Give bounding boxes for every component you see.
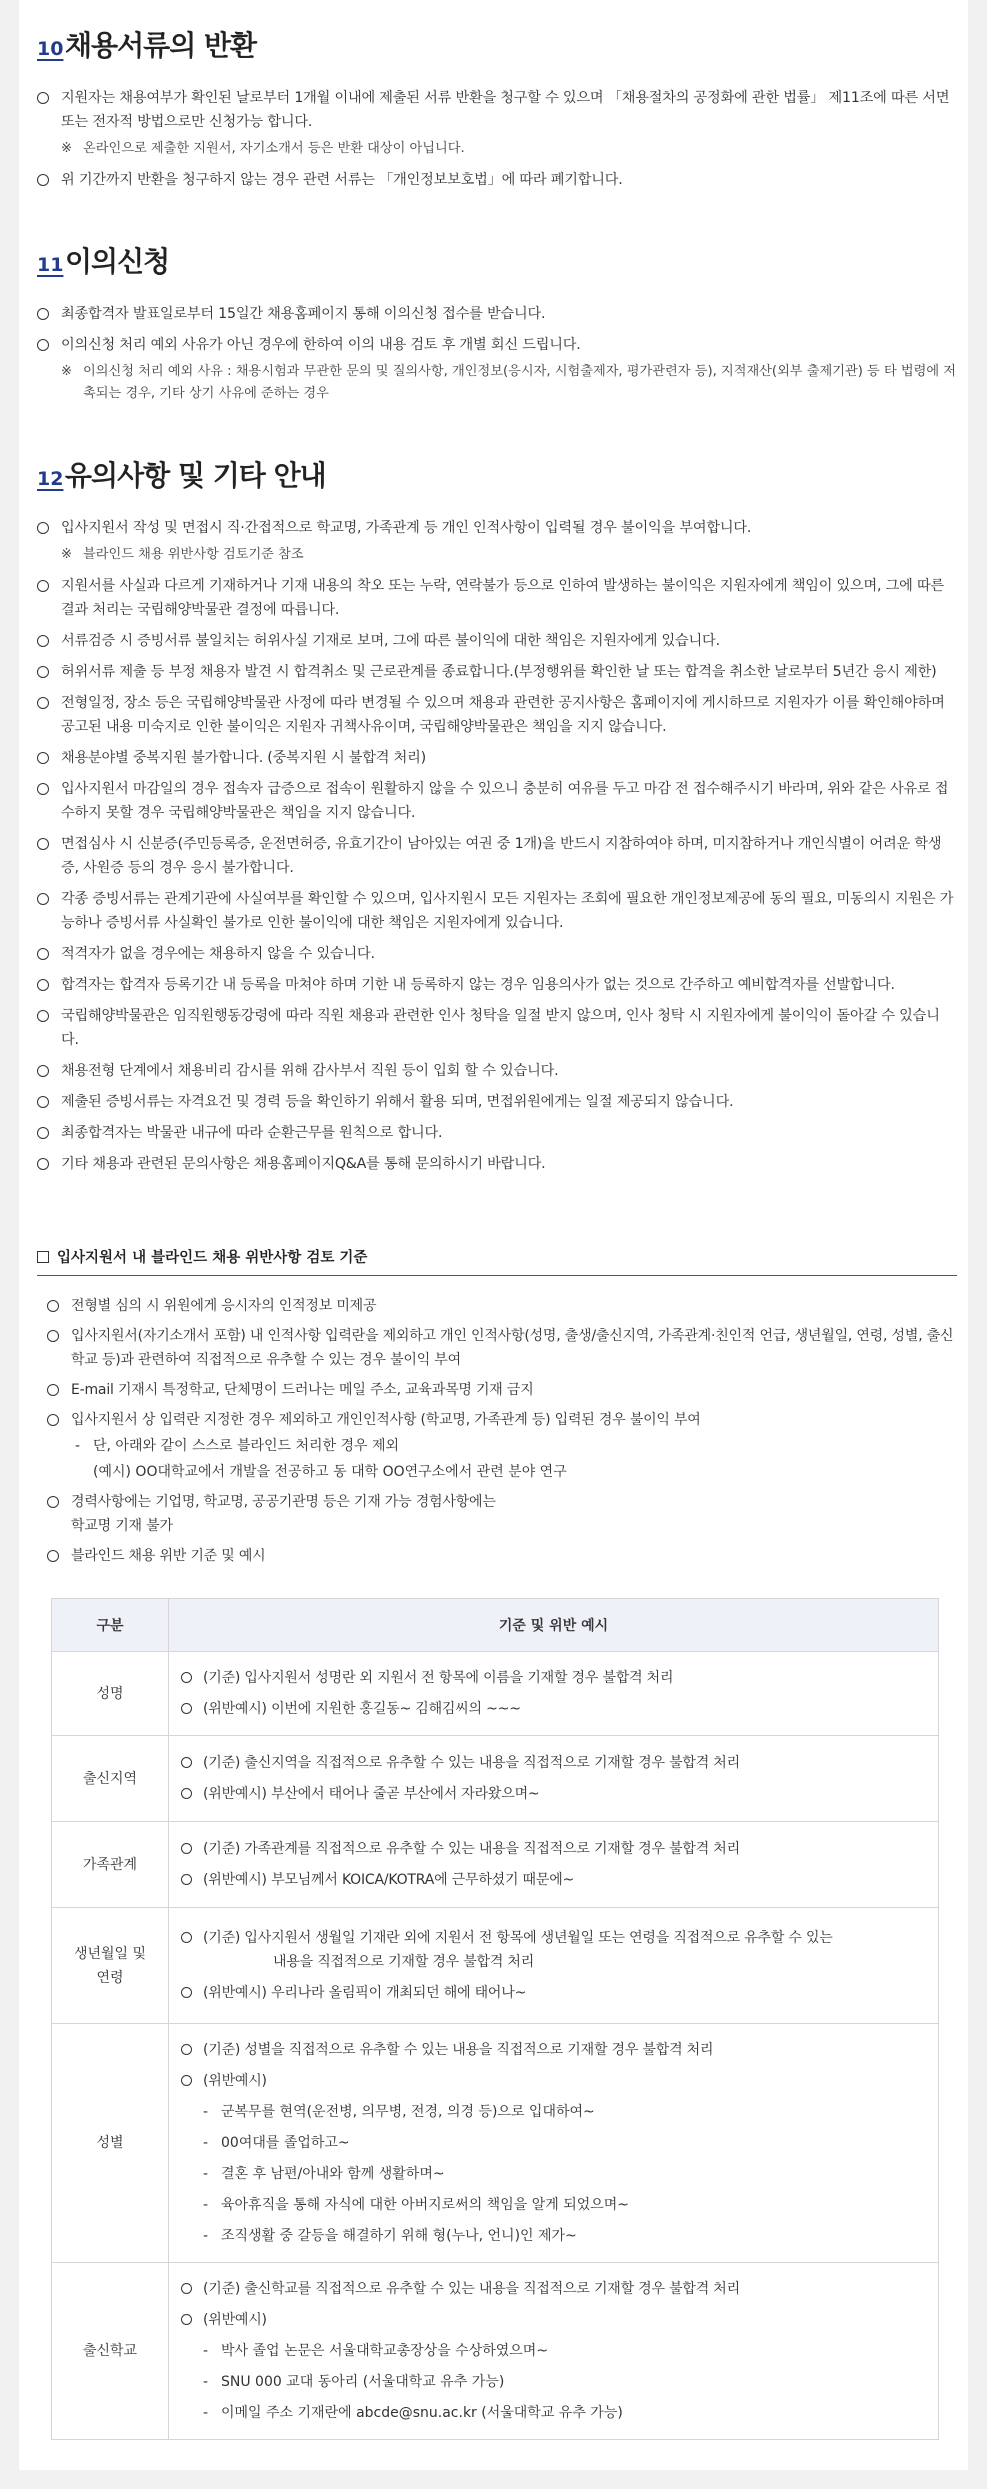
list-item: 허위서류 제출 등 부정 채용자 발견 시 합격취소 및 근로관계를 종료합니다.(부정행위를 확인한 날 또는 합격을 취소한 날로부터 5년간 응시 제한): [37, 660, 957, 684]
circle-bullet-icon: [37, 1010, 49, 1022]
circle-bullet-icon: [37, 1158, 49, 1170]
sub-item: (예시) OO대학교에서 개발을 전공하고 동 대학 OO연구소에서 관련 분야 연구: [93, 1464, 567, 1480]
list-item: 합격자는 합격자 등록기간 내 등록을 마쳐야 하며 기한 내 등록하지 않는 경우 임용의사가 없는 것으로 간주하고 예비합격자를 선발합니다.: [37, 973, 957, 997]
table-row: [52, 2263, 939, 2440]
circle-bullet-icon: [181, 1672, 192, 1683]
list-item: 서류검증 시 증빙서류 불일치는 허위사실 기재로 보며, 그에 따른 불이익에 대한 책임은 지원자에게 있습니다.: [37, 629, 957, 653]
note: ※ 온라인으로 제출한 지원서, 자기소개서 등은 반환 대상이 아닙니다.: [61, 141, 465, 156]
list-item: 전형별 심의 시 위원에게 응시자의 인적정보 미제공: [47, 1294, 957, 1318]
criteria-cell: (기준) 가족관계를 직접적으로 유추할 수 있는 내용을 직접적으로 기재할 경우 불합격 처리 (위반예시) 부모님께서 KOICA/KOTRA에 근무하셨기 때문에~: [169, 1822, 939, 1908]
blind-criteria-table: [51, 1598, 939, 2440]
section-objection: [37, 240, 957, 413]
circle-bullet-icon: [37, 948, 49, 960]
category-cell: 출신지역: [52, 1736, 169, 1822]
circle-bullet-icon: [181, 1987, 192, 1998]
circle-bullet-icon: [181, 2044, 192, 2055]
circle-bullet-icon: [37, 752, 49, 764]
list-item: 각종 증빙서류는 관계기관에 사실여부를 확인할 수 있으며, 입사지원시 모든 지원자는 조회에 필요한 개인정보제공에 동의 필요, 미동의시 지원은 가능하나 증빙서류 사실확인 불가로 인한 불이익에 대한 책임은 지원자에게 있습니다.: [37, 887, 957, 935]
category-cell: 성별: [52, 2024, 169, 2263]
circle-bullet-icon: [47, 1384, 59, 1396]
table-row: [52, 2024, 939, 2263]
circle-bullet-icon: [47, 1330, 59, 1342]
list-item: 입사지원서 마감일의 경우 접속자 급증으로 접속이 원활하지 않을 수 있으니 충분히 여유를 두고 마감 전 접수해주시기 바라며, 위와 같은 사유로 접수하지 못할 경우 국립해양박물관은 책임을 지지 않습니다.: [37, 777, 957, 825]
square-bullet-icon: [37, 1251, 49, 1263]
list-item: 채용분야별 중복지원 불가합니다. (중복지원 시 불합격 처리): [37, 746, 957, 770]
example-line: - 육아휴직을 통해 자식에 대한 아버지로써의 책임을 알게 되었으며~: [203, 2197, 630, 2213]
circle-bullet-icon: [47, 1550, 59, 1562]
sub-item: - 단, 아래와 같이 스스로 블라인드 처리한 경우 제외: [75, 1438, 400, 1454]
circle-bullet-icon: [181, 1932, 192, 1943]
circle-bullet-icon: [37, 174, 49, 186]
criteria-cell: (기준) 입사지원서 생월일 기재란 외에 지원서 전 항목에 생년월일 또는 연령을 직접적으로 유추할 수 있는 내용을 직접적으로 기재할 경우 불합격 처리 (위반예시) 우리나라 올림픽이 개최되던 해에 태어나~: [169, 1908, 939, 2024]
list-item: 전형일정, 장소 등은 국립해양박물관 사정에 따라 변경될 수 있으며 채용과 관련한 공지사항은 홈페이지에 게시하므로 지원자가 이를 확인해야하며 공고된 내용 미숙지로 인한 불이익은 지원자 귀책사유이며, 국립해양박물관은 책임을 지지 않습니다.: [37, 691, 957, 739]
circle-bullet-icon: [37, 838, 49, 850]
example-line: - 결혼 후 남편/아내와 함께 생활하며~: [203, 2166, 445, 2182]
list-item: 지원서를 사실과 다르게 기재하거나 기재 내용의 착오 또는 누락, 연락불가 등으로 인하여 발생하는 불이익은 지원자에게 책임이 있으며, 그에 따른 결과 처리는 국립해양박물관 결정에 따릅니다.: [37, 574, 957, 622]
table-header-row: [52, 1599, 939, 1652]
example-line: - SNU 000 교대 동아리 (서울대학교 유추 가능): [203, 2374, 505, 2390]
circle-bullet-icon: [37, 339, 49, 351]
circle-bullet-icon: [181, 1843, 192, 1854]
list-item: 제출된 증빙서류는 자격요건 및 경력 등을 확인하기 위해서 활용 되며, 면접위원에게는 일절 제공되지 않습니다.: [37, 1090, 957, 1114]
list-item: 지원자는 채용여부가 확인된 날로부터 1개월 이내에 제출된 서류 반환을 청구할 수 있으며 「채용절차의 공정화에 관한 법률」 제11조에 따른 서면 또는 전자적 방법으로만 신청가능 합니다.: [37, 86, 957, 134]
example-line: - 이메일 주소 기재란에 abcde@snu.ac.kr (서울대학교 유추 가능): [203, 2405, 623, 2421]
list-item: 면접심사 시 신분증(주민등록증, 운전면허증, 유효기간이 남아있는 여권 중 1개)을 반드시 지참하여야 하며, 미지참하거나 개인식별이 어려운 학생증, 사원증 등의 경우 응시 불가합니다.: [37, 832, 957, 880]
criteria-cell: (기준) 입사지원서 성명란 외 지원서 전 항목에 이름을 기재할 경우 불합격 처리 (위반예시) 이번에 지원한 홍길동~ 김해김씨의 ~~~: [169, 1652, 939, 1736]
circle-bullet-icon: [37, 635, 49, 647]
notice-page: [19, 0, 968, 2470]
circle-bullet-icon: [37, 893, 49, 905]
category-cell: 성명: [52, 1652, 169, 1736]
criteria-cell: (기준) 출신학교를 직접적으로 유추할 수 있는 내용을 직접적으로 기재할 경우 불합격 처리 (위반예시) - 박사 졸업 논문은 서울대학교총장상을 수상하였으며~ - SNU 000 교대 동아리 (서울대학교 유추 가능) - 이메일 주소 기재란에 abcde@snu.ac.kr (서울대학교 유추 가능): [169, 2263, 939, 2440]
list-item: 위 기간까지 반환을 청구하지 않는 경우 관련 서류는 「개인정보보호법」에 따라 폐기합니다.: [37, 168, 957, 192]
circle-bullet-icon: [37, 783, 49, 795]
list-item: 최종합격자 발표일로부터 15일간 채용홈페이지 통해 이의신청 접수를 받습니다.: [37, 302, 957, 326]
table-row: [52, 1908, 939, 2024]
section-heading: [37, 240, 957, 280]
blind-criteria-heading: 입사지원서 내 블라인드 채용 위반사항 검토 기준: [37, 1246, 957, 1276]
circle-bullet-icon: [37, 580, 49, 592]
column-header-category: 구분: [52, 1599, 169, 1652]
category-cell: 생년월일 및 연령: [52, 1908, 169, 2024]
section-notes: [37, 454, 957, 1183]
circle-bullet-icon: [181, 1874, 192, 1885]
section-heading: [37, 24, 957, 64]
section-title: 유의사항 및 기타 안내: [65, 459, 326, 492]
circle-bullet-icon: [181, 2075, 192, 2086]
note: ※ 블라인드 채용 위반사항 검토기준 참조: [61, 547, 304, 562]
example-line: - 조직생활 중 갈등을 해결하기 위해 형(누나, 언니)인 제가~: [203, 2228, 577, 2244]
example-line: - 군복무를 현역(운전병, 의무병, 전경, 의경 등)으로 입대하여~: [203, 2104, 595, 2120]
table-row: [52, 1736, 939, 1822]
list-item: E-mail 기재시 특정학교, 단체명이 드러나는 메일 주소, 교육과목명 기재 금지: [47, 1378, 957, 1402]
blind-criteria-section: [37, 1246, 957, 1574]
circle-bullet-icon: [181, 1703, 192, 1714]
table-row: [52, 1652, 939, 1736]
section-return-docs: [37, 24, 957, 199]
section-number: 12: [37, 468, 64, 490]
section-number: 10: [37, 38, 64, 60]
circle-bullet-icon: [181, 2314, 192, 2325]
list-item: 최종합격자는 박물관 내규에 따라 순환근무를 원칙으로 합니다.: [37, 1121, 957, 1145]
section-title: 이의신청: [65, 245, 170, 278]
list-item: 입사지원서(자기소개서 포함) 내 인적사항 입력란을 제외하고 개인 인적사항(성명, 출생/출신지역, 가족관계·친인적 언급, 생년월일, 연령, 성별, 출신학교 등)과 관련하여 직접적으로 유추할 수 있는 경우 불이익 부여: [47, 1324, 957, 1372]
circle-bullet-icon: [37, 666, 49, 678]
list-item: 입사지원서 상 입력란 지정한 경우 제외하고 개인인적사항 (학교명, 가족관계 등) 입력된 경우 불이익 부여: [47, 1408, 957, 1432]
list-item: 적격자가 없을 경우에는 채용하지 않을 수 있습니다.: [37, 942, 957, 966]
circle-bullet-icon: [37, 522, 49, 534]
circle-bullet-icon: [37, 1065, 49, 1077]
list-item: 입사지원서 작성 및 면접시 직·간접적으로 학교명, 가족관계 등 개인 인적사항이 입력될 경우 불이익을 부여합니다.: [37, 516, 957, 540]
table-row: [52, 1822, 939, 1908]
example-line: - 00여대를 졸업하고~: [203, 2135, 350, 2151]
section-number: 11: [37, 254, 64, 276]
circle-bullet-icon: [37, 1127, 49, 1139]
list-item: 경력사항에는 기업명, 학교명, 공공기관명 등은 기재 가능 경험사항에는 학교명 기재 불가: [47, 1490, 511, 1538]
list-item: 기타 채용과 관련된 문의사항은 채용홈페이지Q&A를 통해 문의하시기 바랍니다.: [37, 1152, 957, 1176]
section-title: 채용서류의 반환: [65, 29, 257, 62]
circle-bullet-icon: [37, 308, 49, 320]
circle-bullet-icon: [181, 1757, 192, 1768]
section-heading: [37, 454, 957, 494]
list-item: 국립해양박물관은 임직원행동강령에 따라 직원 채용과 관련한 인사 청탁을 일절 받지 않으며, 인사 청탁 시 지원자에게 불이익이 돌아갈 수 있습니다.: [37, 1004, 957, 1052]
circle-bullet-icon: [181, 1788, 192, 1799]
circle-bullet-icon: [37, 1096, 49, 1108]
circle-bullet-icon: [181, 2283, 192, 2294]
list-item: 블라인드 채용 위반 기준 및 예시: [47, 1544, 957, 1568]
circle-bullet-icon: [37, 92, 49, 104]
criteria-cell: (기준) 성별을 직접적으로 유추할 수 있는 내용을 직접적으로 기재할 경우 불합격 처리 (위반예시) - 군복무를 현역(운전병, 의무병, 전경, 의경 등)으로 입대하여~ - 00여대를 졸업하고~ - 결혼 후 남편/아내와 함께 생활하며~ - 육아휴직을 통해 자식에 대한 아버지로써의 책임을 알게 되었으며~ - 조직생활 중 갈등을 해결하기 위해 형(누나, 언니)인 제가~: [169, 2024, 939, 2263]
circle-bullet-icon: [37, 697, 49, 709]
category-cell: 출신학교: [52, 2263, 169, 2440]
circle-bullet-icon: [47, 1414, 59, 1426]
circle-bullet-icon: [47, 1300, 59, 1312]
list-item: 채용전형 단계에서 채용비리 감시를 위해 감사부서 직원 등이 입회 할 수 있습니다.: [37, 1059, 957, 1083]
category-cell: 가족관계: [52, 1822, 169, 1908]
circle-bullet-icon: [37, 979, 49, 991]
list-item: 이의신청 처리 예외 사유가 아닌 경우에 한하여 이의 내용 검토 후 개별 회신 드립니다.: [37, 333, 957, 357]
circle-bullet-icon: [47, 1496, 59, 1508]
example-line: - 박사 졸업 논문은 서울대학교총장상을 수상하였으며~: [203, 2343, 549, 2359]
criteria-cell: (기준) 출신지역을 직접적으로 유추할 수 있는 내용을 직접적으로 기재할 경우 불합격 처리 (위반예시) 부산에서 태어나 줄곧 부산에서 자라왔으며~: [169, 1736, 939, 1822]
column-header-criteria: 기준 및 위반 예시: [169, 1599, 939, 1652]
note: ※ 이의신청 처리 예외 사유 : 채용시험과 무관한 문의 및 질의사항, 개인정보(응시자, 시험출제자, 평가관련자 등), 지적재산(외부 출제기관) 등 타 법령에 저촉되는 경우, 기타 상기 사유에 준하는 경우: [61, 364, 957, 401]
